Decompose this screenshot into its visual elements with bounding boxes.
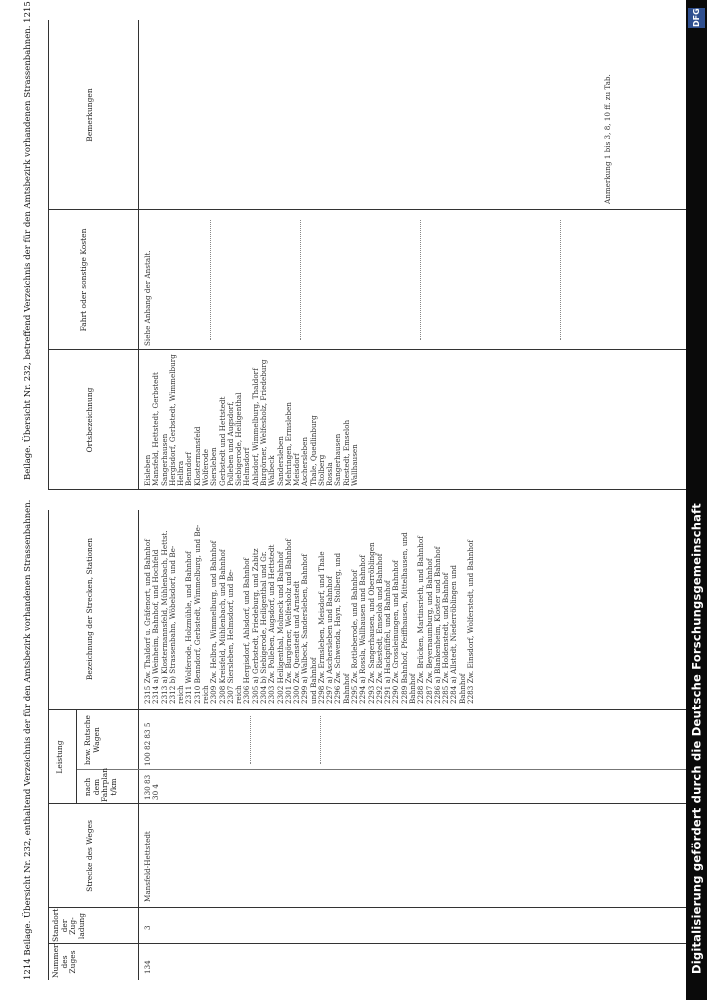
- place: Walbeck: [267, 455, 277, 486]
- entry: 2299 a) Walbeck, Sandersleben, Bahnhof: [300, 554, 310, 704]
- entry: 2295 Zw. Rottleberode, und Bahnhof: [350, 569, 360, 704]
- place: Gerbstedt und Hettstedt: [217, 396, 227, 486]
- entry: 2301 Zw. Burgörner, Welfesholz und Bahnhof: [283, 538, 293, 704]
- right-table-top-rule: [48, 20, 49, 490]
- dotted-leader: [210, 220, 211, 340]
- entry: reich: [200, 685, 210, 704]
- dfg-logo-icon: DFG: [688, 8, 705, 28]
- entry: 2284 a) Allstedt, Niederröblingen und: [449, 565, 459, 704]
- dfg-funding-text: Digitalisierung gefördert durch die Deutsche Forschungsgemeinschaft: [689, 503, 704, 974]
- entry: 2302 Heiligenthal, Molmeck und Bahnhof: [275, 551, 285, 704]
- entry: 2303 Zw. Polleben, Augsdorf, und Hettstedt: [267, 544, 277, 704]
- place: Aschersleben: [300, 437, 310, 486]
- place: Sandersleben: [275, 436, 285, 486]
- entry: 2293 Zw. Sangerhausen, und Oberröblingen: [366, 542, 376, 704]
- left-page-header: 1214 Beilage. Übersicht Nr. 232, enthaltend Verzeichnis der für den Amtsbezirk vorhandenen Strassenbahnen.: [23, 499, 33, 980]
- bemerkung-text: Anmerkung 1 bis 3, 8, 10 ff. zu Tab.: [603, 74, 612, 204]
- entry: 2291 a) Hackpfüffel, und Bahnhof: [383, 580, 393, 704]
- place: Stolberg: [316, 454, 326, 486]
- entry: Bahnhof: [341, 673, 351, 704]
- place: Siersleben: [209, 447, 219, 486]
- col-sep-r2: [48, 209, 688, 210]
- place: Wallhausen: [350, 444, 360, 486]
- entries-list: [144, 508, 475, 704]
- place: Sangerhausen: [159, 433, 169, 486]
- dotted-leader: [560, 220, 561, 340]
- entry: 2312 b) Strassenbahn, Wöbelsdorf, und Be-: [167, 545, 177, 704]
- right-table-header-rule: [138, 20, 139, 490]
- entry: 2313 a) Klostermannsfeld, Mühlenbach, Hettst.: [159, 530, 169, 704]
- entry: 2315 Zw. Thaldorf u. Gräfenort, und Bahnhof: [143, 539, 152, 704]
- place: Hergisdorf, Gerbstedt, Wimmelburg: [167, 354, 177, 486]
- entry: 2292 Zw. Riestedt, Emseloh und Bahnhof: [374, 553, 384, 704]
- entry: 2297 a) Aschersleben und Bahnhof: [325, 576, 335, 704]
- left-table-header-rule: [138, 510, 139, 980]
- col-sep-r1: [48, 349, 688, 350]
- col-sep-4: [48, 709, 688, 710]
- entry: 2290 Zw. Grossleinungen, und Bahnhof: [391, 560, 401, 704]
- dotted-leader: [320, 716, 321, 764]
- entry: reich: [176, 685, 186, 704]
- dotted-leader: [250, 716, 251, 764]
- place: Mansfeld, Hettstedt, Gerbstedt: [151, 372, 161, 486]
- place: Benndorf: [184, 452, 194, 486]
- col-header-leistung: Leistung: [55, 740, 64, 774]
- dotted-leader: [300, 220, 301, 340]
- entry: 2308 Kreisfeld, Mühlenbach, und Bahnhof: [217, 549, 227, 704]
- entry: 2294 a) Rossla, Wallhausen und Bahnhof: [358, 555, 368, 704]
- place: Klostermansfeld: [192, 426, 202, 486]
- entry: Bahnhof: [457, 673, 467, 704]
- entry: 2305 a) Gerbstedt, Friedeburg, und Zabitz: [250, 548, 260, 704]
- entry: Bahnhof: [408, 673, 417, 704]
- left-table-top-rule: [48, 510, 49, 980]
- place: Thale, Quedlinburg: [308, 415, 318, 486]
- col-header-ortsbezeichnung: Ortsbezeichnung: [85, 387, 94, 453]
- place: Polleben und Augsdorf, Siebigerode, Heiligenthal: [225, 392, 244, 486]
- entry: 2306 Hergisdorf, Ahlsdorf, und Bahnhof: [242, 557, 252, 704]
- entry: 2298 Zw. Ermsleben, Meisdorf, und Thale: [316, 551, 326, 704]
- col-header-stand: Standort der Zug-ladung: [51, 908, 86, 942]
- entry: 2304 b) Siebigerode, Heiligenthal und Gr.: [258, 551, 268, 704]
- entry: 2311 Wolferode, Holzmühle, und Bahnhof: [184, 551, 194, 704]
- right-page-header: Beilage. Übersicht Nr. 232, betreffend Verzeichnis der für den Amtsbezirk vorhandenen Strassenbahnen. 1215: [23, 1, 33, 480]
- col-header-bemerkungen: Bemerkungen: [85, 88, 94, 142]
- col-header-nummer: Nummer des Zuges: [51, 944, 78, 978]
- col-sep-2: [48, 907, 688, 908]
- place: Wolferode: [200, 448, 210, 486]
- place: Riestedt, Emseloh: [341, 419, 351, 486]
- col-sep-3: [48, 803, 688, 804]
- fahrt-note: Siehe Anhang der Anstalt.: [143, 250, 152, 346]
- entry: 2307 Siersleben, Helmsdorf, und Be-: [225, 569, 235, 704]
- row-strecke: Mansfeld-Hettstedt: [143, 831, 152, 902]
- row-leistung-a: 130 83 30 4: [143, 774, 161, 800]
- col-header-bezeichnung: Bezeichnung der Strecken, Stationen: [85, 537, 94, 681]
- col-sep-r0: [48, 489, 688, 490]
- entry: 2314 a) Weinheim, Bahnhof, und Hochfeld: [151, 549, 161, 704]
- place: Helmsdorf: [242, 447, 252, 486]
- col-sep-1: [48, 943, 688, 944]
- place: Ahlsdorf, Wimmelburg, Thaldorf: [250, 368, 260, 486]
- dotted-leader: [420, 220, 421, 340]
- row-nummer: 134: [143, 960, 152, 974]
- entry: 2285 Zw. Holdenstedt, und Bahnhof: [441, 572, 451, 704]
- entry: 2288 Zw. Brücken, Martinsrieth, und Bahnhof: [416, 536, 426, 704]
- place: Sangerhausen: [333, 433, 343, 486]
- entry: 2289 Bahnhof, Pfeiffhausen, Mittelhausen, und: [399, 532, 409, 704]
- entry: und Bahnhof: [308, 657, 318, 704]
- row-leistung-b: 100 82 83 5: [143, 722, 152, 766]
- entry: 2283 Zw. Einsdorf, Wolferstedt, und Bahnhof: [465, 540, 475, 704]
- col-header-leistung-b: bzw. Rutsche Wagen: [83, 715, 101, 765]
- entry: 2296 Zw. Schwenda, Hayn, Stolberg, und: [333, 552, 343, 704]
- place: Mehringen, Ermsleben: [283, 402, 293, 486]
- entry: 2310 Benndorf, Gerbstedt, Wimmelburg, und Be-: [192, 524, 202, 704]
- places-list: [144, 354, 359, 486]
- place: Burgörner, Welfesholz, Friedeburg: [258, 359, 268, 486]
- place: Meisdorf: [292, 453, 302, 486]
- place: Helbra: [176, 460, 186, 486]
- entry: 2286 a) Blankenheim, Kloster und Bahnhof: [432, 546, 442, 704]
- leistung-sub-rule: [76, 710, 77, 804]
- place: Rossla: [325, 462, 335, 486]
- entry: reich: [234, 685, 244, 704]
- row-stand: 3: [143, 925, 152, 930]
- col-header-leistung-a: nach dem Fahrplan t/km: [83, 767, 118, 802]
- col-header-strecke: Strecke des Weges: [85, 820, 94, 892]
- entry: 2300 Zw. Quenstedt und Arnstedt: [292, 580, 302, 704]
- col-sep-3b: [76, 769, 688, 770]
- entry: 2287 Zw. Beyernaumburg, und Bahnhof: [424, 558, 434, 704]
- entry: 2309 Zw. Helbra, Wimmelburg, und Bahnhof: [209, 540, 219, 704]
- place: Eisleben: [143, 454, 152, 486]
- col-header-fahrt: Fahrt oder sonstige Kosten: [79, 228, 88, 332]
